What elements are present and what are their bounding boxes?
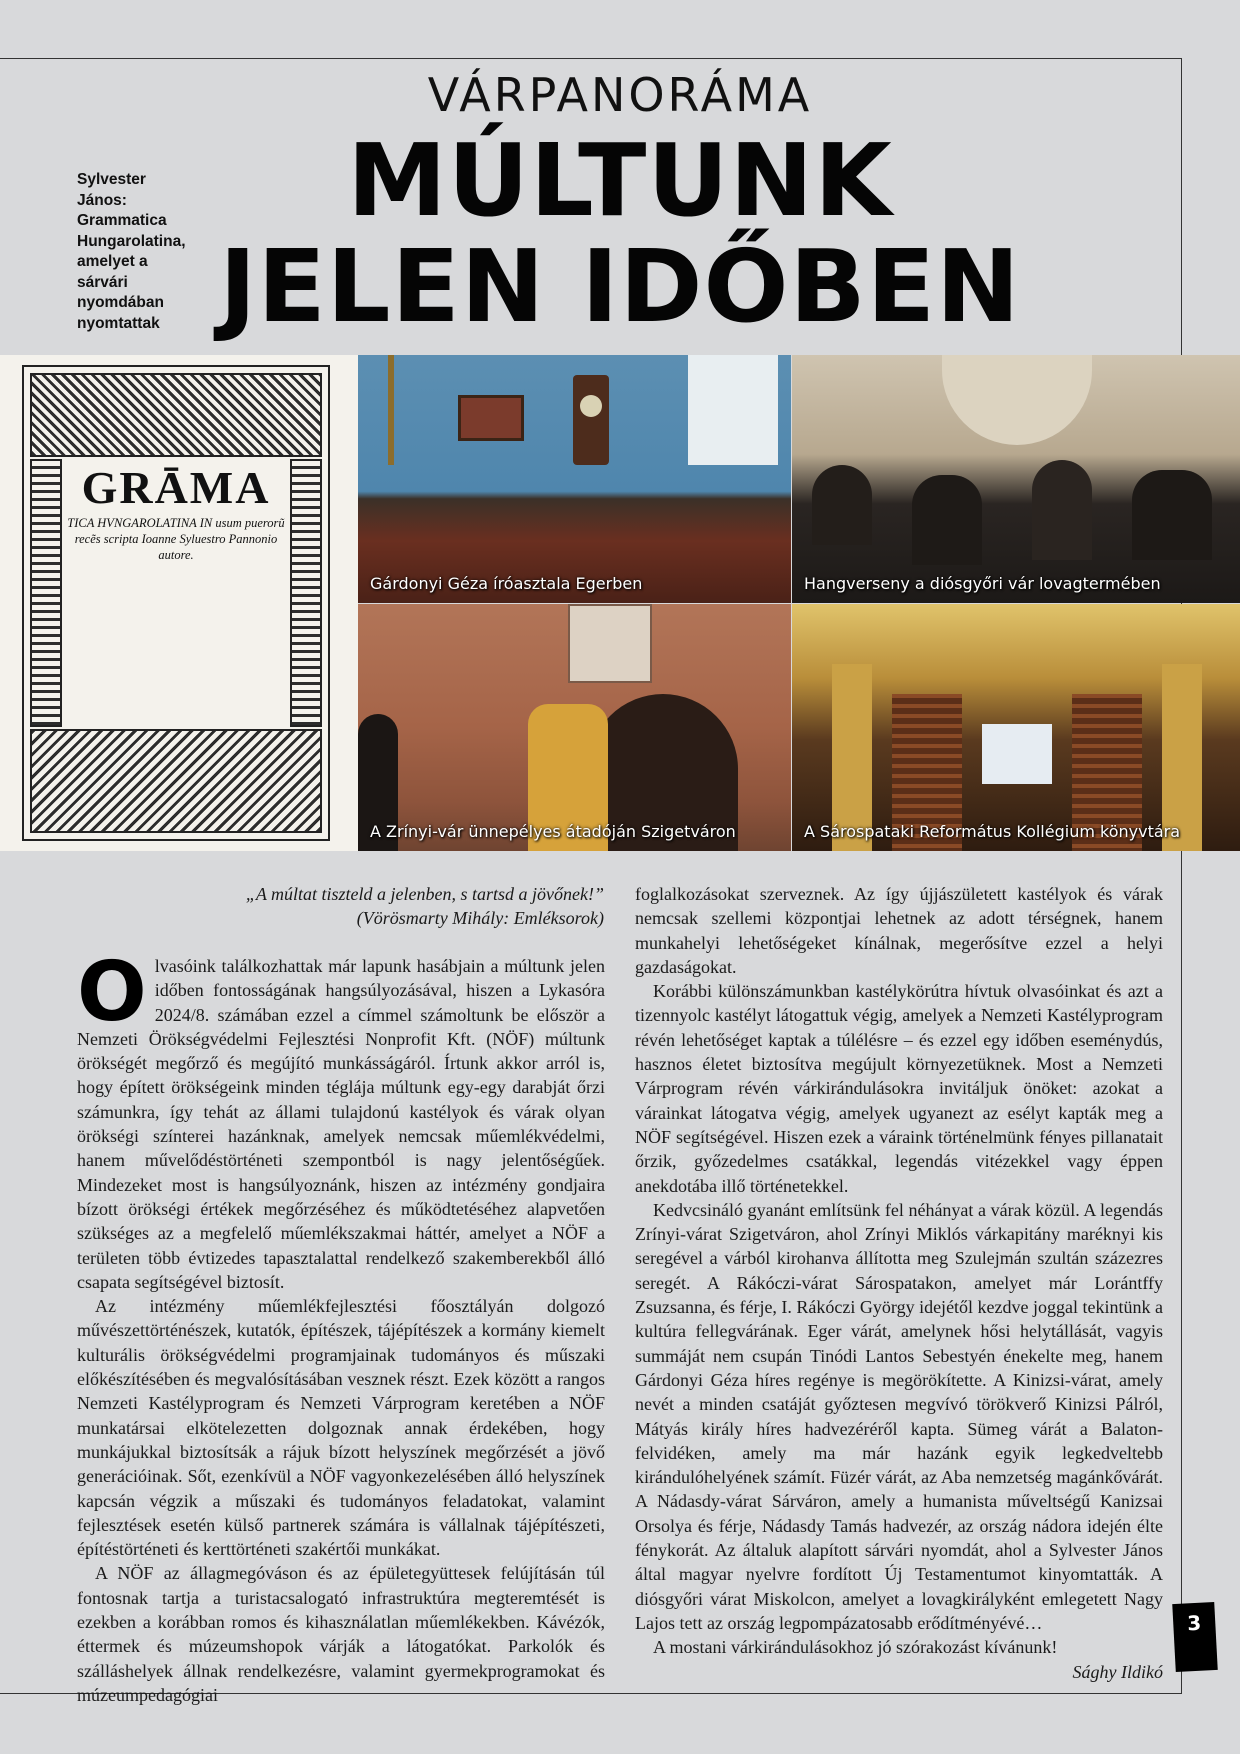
paragraph: Olvasóink találkozhattak már lapunk hasábjain a múltunk jelen időben fontosságának hangsúlyozásával, hiszen a Lykasóra 2024/8. számában ezzel a címmel számoltunk be először a Nemzeti Örökségvédelmi Fejlesztési Nonprofit Kft. (NÖF) múltunk örökségét megőrző és megújító munkásságáról. Írtunk akkor arról is, hogy épített örökségeink minden téglája múltunk egy-egy darabját őrzi számunkra, így tehát az állami tulajdonú kastélyok és várak olyan örökségi színterei hazánknak, amelyek nemcsak műemlékvédelmi, hanem művelődéstörténeti szempontból is nagy jelentőségűek. Mindezeket most is hangsúlyoznánk, hiszen az intézmény gondjaira bízott örökségi értékek megőrzéséhez és működtetéséhez alapvetően szükséges az a megfelelő műemlékszakmai háttér, amelyet a NÖF a területen több évtizedes tapasztalattal rendelkező szakemberekből álló csapata segítségével biztosít. bbox=[77, 945, 605, 1292]
title-line-1: MÚLTUNK bbox=[347, 122, 893, 239]
paragraph: Korábbi különszámunkban kastélykörútra hívtuk olvasóinkat és azt a tizennyolc kastélyt látogattuk végig, amelyek a Nemzeti Kastélyprogram révén lehetőséget kaptak a túlélésre – és ezzel egy időben eseménydús, hasznos életet biztosítva megújult környezetüknek. Most a Nemzeti Várprogram révén várkirándulásokra invitáljuk önöket: azokat a várainkat látogatva végig, amelyek ugyanezt az esélyt kapták meg a NÖF segítségével. Hiszen ezek a váraink történelmünk fényes pillanatait őrzik, győzedelmes csatákkal, legendás vitézekkel vagy éppen anekdotába illő történetekkel. bbox=[635, 981, 1163, 1196]
article-title bbox=[200, 122, 1040, 345]
epigraph-text: „A múltat tiszteld a jelenben, s tartsd a jövőnek!” bbox=[245, 884, 604, 904]
epigraph-source: (Vörösmarty Mihály: Emléksorok) bbox=[356, 908, 604, 928]
paragraph: Kedvcsináló gyanánt említsünk fel néhányat a várak közül. A legendás Zrínyi-várat Szigetváron, ahol Zrínyi Miklós várkapitány maréknyi kis seregével a várból kirohanva állította meg Szulejmán szultán százezres seregét. A Rákóczi-várat Sárospatakon, amelyet már Lorántffy Zsuzsanna, és férje, I. Rákóczi György idejétől kezdve joggal tekintünk a kultúra fellegvárának. Eger várát, amelynek hősi helytállását, vagyis summáját nem csupán Tinódi Lantos Sebestyén énekelte meg, hanem Gárdonyi Géza híres regénye is megörökítette. A Kinizsi-várat, amely nevét a minden csatáját győztesen megvívó törökverő Kinizsi Pálról, Mátyás király híres hadvezéréről kapta. Sümeg várát a Balaton-felvidéken, amely ma már hazánk egyik legkedveltebb kirándulóhelyének számít. Füzér várát, az Aba nemzetség magánkővárát. A Nádasdy-várat Sárváron, amely a humanista műveltségű Kanizsai Orsolya és férje, Nádasdy Tamás hadvezér, az ország nádora idején élte fénykorát. Az általuk alapított sárvári nyomdát, ahol a Sylvester János által magyar nyelvre fordított Új Testamentumot kinyomtatták. A diósgyőri várat Miskolcon, amelyet a lovagkirályként emlegetett Nagy Lajos tett az ország legpompázatosabb erődítményévé… bbox=[635, 1199, 1163, 1633]
ornament-bottom bbox=[30, 729, 322, 833]
photo-sarospatak-library bbox=[792, 604, 1240, 851]
ornament-top bbox=[30, 373, 322, 457]
paragraph: A mostani várkirándulásokhoz jó szórakozást kívánunk! bbox=[653, 1637, 1058, 1658]
ornament-left bbox=[30, 459, 62, 727]
photo-caption: Gárdonyi Géza íróasztala Egerben bbox=[370, 574, 643, 593]
photo-writing-desk bbox=[358, 355, 791, 603]
paragraph: A NÖF az állagmegóváson és az épületegyüttesek felújításán túl fontosnak tartja a turistacsalogató infrastruktúra megteremtését is ezekben a korábban romos és kihasználatlan műemlékekben. Kávézók, éttermek és múzeumshopok várják a látogatókat. Parkolók és szálláshelyek állnak rendelkezésre, valamint gyermekprogramokat és múzeumpedagógiai bbox=[77, 1563, 605, 1705]
book-title: GRĀMA bbox=[81, 462, 271, 513]
page-number: 3 bbox=[1172, 1602, 1218, 1672]
ornament-right bbox=[290, 459, 322, 727]
article-column-left bbox=[77, 945, 605, 1707]
grammatica-title-page-image bbox=[0, 355, 358, 851]
book-subtitle: TICA HVNGAROLATINA IN usum puerorũ recẽs scripta Ioanne Syluestro Pannonio autore. bbox=[67, 516, 285, 562]
photo-caption: A Sárospataki Református Kollégium könyvtára bbox=[804, 822, 1181, 841]
epigraph bbox=[210, 882, 604, 930]
title-line-2: JELEN IDŐBEN bbox=[219, 228, 1021, 345]
photo-zrinyi-ceremony bbox=[358, 604, 791, 851]
paragraph: Az intézmény műemlékfejlesztési főosztályán dolgozó művészettörténészek, kutatók, építészek, tájépítészek a kormány kiemelt kulturális örökségvédelmi programjainak tudományos és műszaki előkészítésében és megvalósításában vesznek részt. Ezek között a rangos Nemzeti Kastélyprogram és Nemzeti Várprogram keretében a NÖF munkatársai elkötelezetten dolgoznak annak érdekében, hogy munkájukkal biztosítsák a rájuk bízott helyszínek megőrzését a jövő generációinak. Sőt, ezenkívül a NÖF vagyonkezelésében álló helyszínek kapcsán végzik a műszaki és tudományos feladatokat, valamint fejlesztések esetén külső partnerek számára is vállalnak tájépítészeti, építéstörténeti és kerttörténeti szakértői munkákat. bbox=[77, 1296, 605, 1560]
author-signature: Sághy Ildikó bbox=[1072, 1661, 1163, 1682]
photo-caption: A Zrínyi-vár ünnepélyes átadóján Szigetváron bbox=[370, 822, 736, 841]
article-column-right bbox=[635, 882, 1163, 1684]
paragraph: foglalkozásokat szerveznek. Az így újjászületett kastélyok és várak nemcsak szellemi központjai lehetnek az adott térségnek, hanem munkahelyi lehetőségeket kínálnak, megerősítve ezzel a helyi gazdaságokat. bbox=[635, 884, 1163, 977]
photo-caption: Hangverseny a diósgyőri vár lovagtermében bbox=[804, 574, 1161, 593]
frame-top-rule bbox=[0, 58, 1182, 59]
frame-right-rule bbox=[1181, 58, 1182, 1693]
drop-cap: O bbox=[77, 945, 147, 1040]
photo-concert-hall bbox=[792, 355, 1240, 603]
section-kicker: VÁRPANORÁMA bbox=[427, 68, 813, 122]
book-caption: Sylvester János: Grammatica Hungarolatina, amelyet a sárvári nyomdában nyomtattak bbox=[77, 171, 186, 332]
